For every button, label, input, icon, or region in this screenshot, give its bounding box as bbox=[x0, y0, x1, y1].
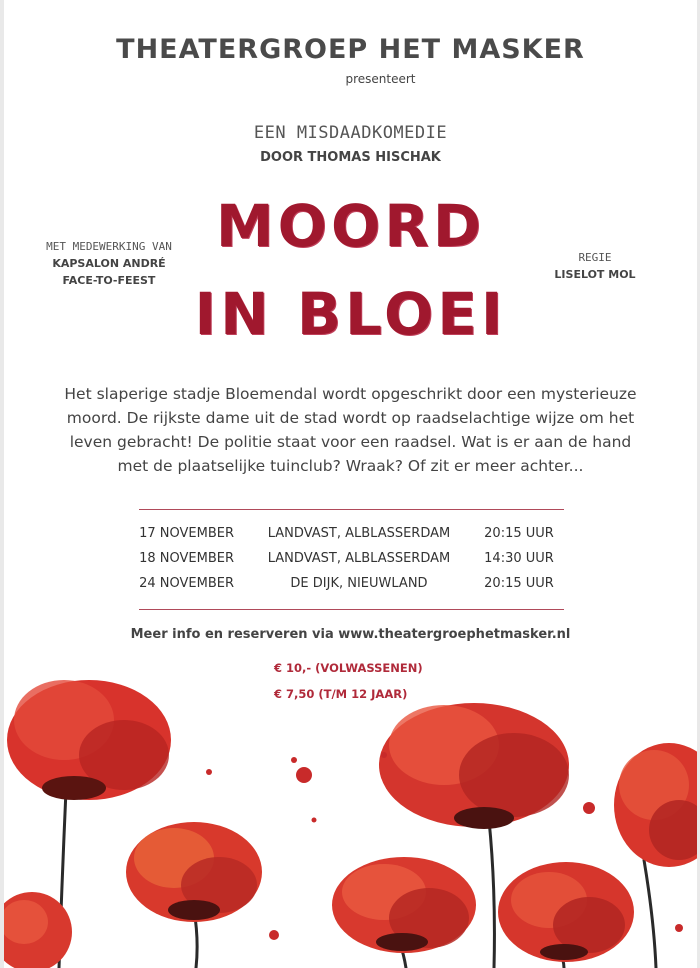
poppy-illustration bbox=[4, 660, 697, 968]
schedule-row bbox=[114, 526, 584, 551]
cooperation-block bbox=[34, 238, 184, 289]
divider-top bbox=[139, 509, 564, 510]
presents-text: presenteert bbox=[345, 72, 416, 86]
schedule-date: 17 NOVEMBER bbox=[139, 526, 234, 541]
schedule-row bbox=[114, 551, 584, 576]
title-line-1: MOORD bbox=[215, 192, 486, 260]
schedule-time: 20:15 UUR bbox=[484, 526, 554, 541]
cooperation-heading: MET MEDEWERKING VAN bbox=[46, 240, 172, 253]
schedule-time: 20:15 UUR bbox=[484, 576, 554, 591]
price-adult: € 10,- (VOLWASSENEN) bbox=[274, 661, 423, 675]
director-heading: REGIE bbox=[578, 251, 612, 264]
divider-bottom bbox=[139, 609, 564, 610]
schedule-time: 14:30 UUR bbox=[484, 551, 554, 566]
price-child: € 7,50 (T/M 12 JAAR) bbox=[274, 687, 408, 701]
schedule-table bbox=[114, 526, 584, 601]
schedule-venue: LANDVAST, ALBLASSERDAM bbox=[267, 551, 451, 566]
troupe-name: THEATERGROEP HET MASKER bbox=[116, 34, 585, 65]
schedule-venue: DE DIJK, NIEUWLAND bbox=[290, 576, 428, 591]
title-line-2: IN BLOEI bbox=[194, 280, 507, 348]
schedule-date: 18 NOVEMBER bbox=[139, 551, 234, 566]
reservation-info: Meer info en reserveren via www.theatergroephetmasker.nl bbox=[130, 627, 571, 642]
schedule-date: 24 NOVEMBER bbox=[139, 576, 234, 591]
genre-label: EEN MISDAADKOMEDIE bbox=[253, 123, 448, 143]
poppy-flowers-icon bbox=[4, 660, 697, 968]
cooperation-sponsor-1: KAPSALON ANDRÉ bbox=[52, 257, 166, 270]
author-label: DOOR THOMAS HISCHAK bbox=[260, 150, 441, 165]
director-block bbox=[540, 249, 650, 283]
poster bbox=[4, 0, 697, 968]
cooperation-sponsor-2: FACE-TO-FEEST bbox=[62, 274, 156, 287]
synopsis: Het slaperige stadje Bloemendal wordt opgeschrikt door een mysterieuze moord. De rijkste dame uit de stad wordt op raadselachtige wijze om het leven gebracht! De politie staat voor een raadsel. Wat is er aan de hand met de plaatselijke tuinclub? Wraak? Of zit er meer achter... bbox=[64, 385, 637, 475]
director-name: LISELOT MOL bbox=[554, 268, 636, 281]
schedule-row bbox=[114, 576, 584, 601]
schedule-venue: LANDVAST, ALBLASSERDAM bbox=[267, 526, 451, 541]
